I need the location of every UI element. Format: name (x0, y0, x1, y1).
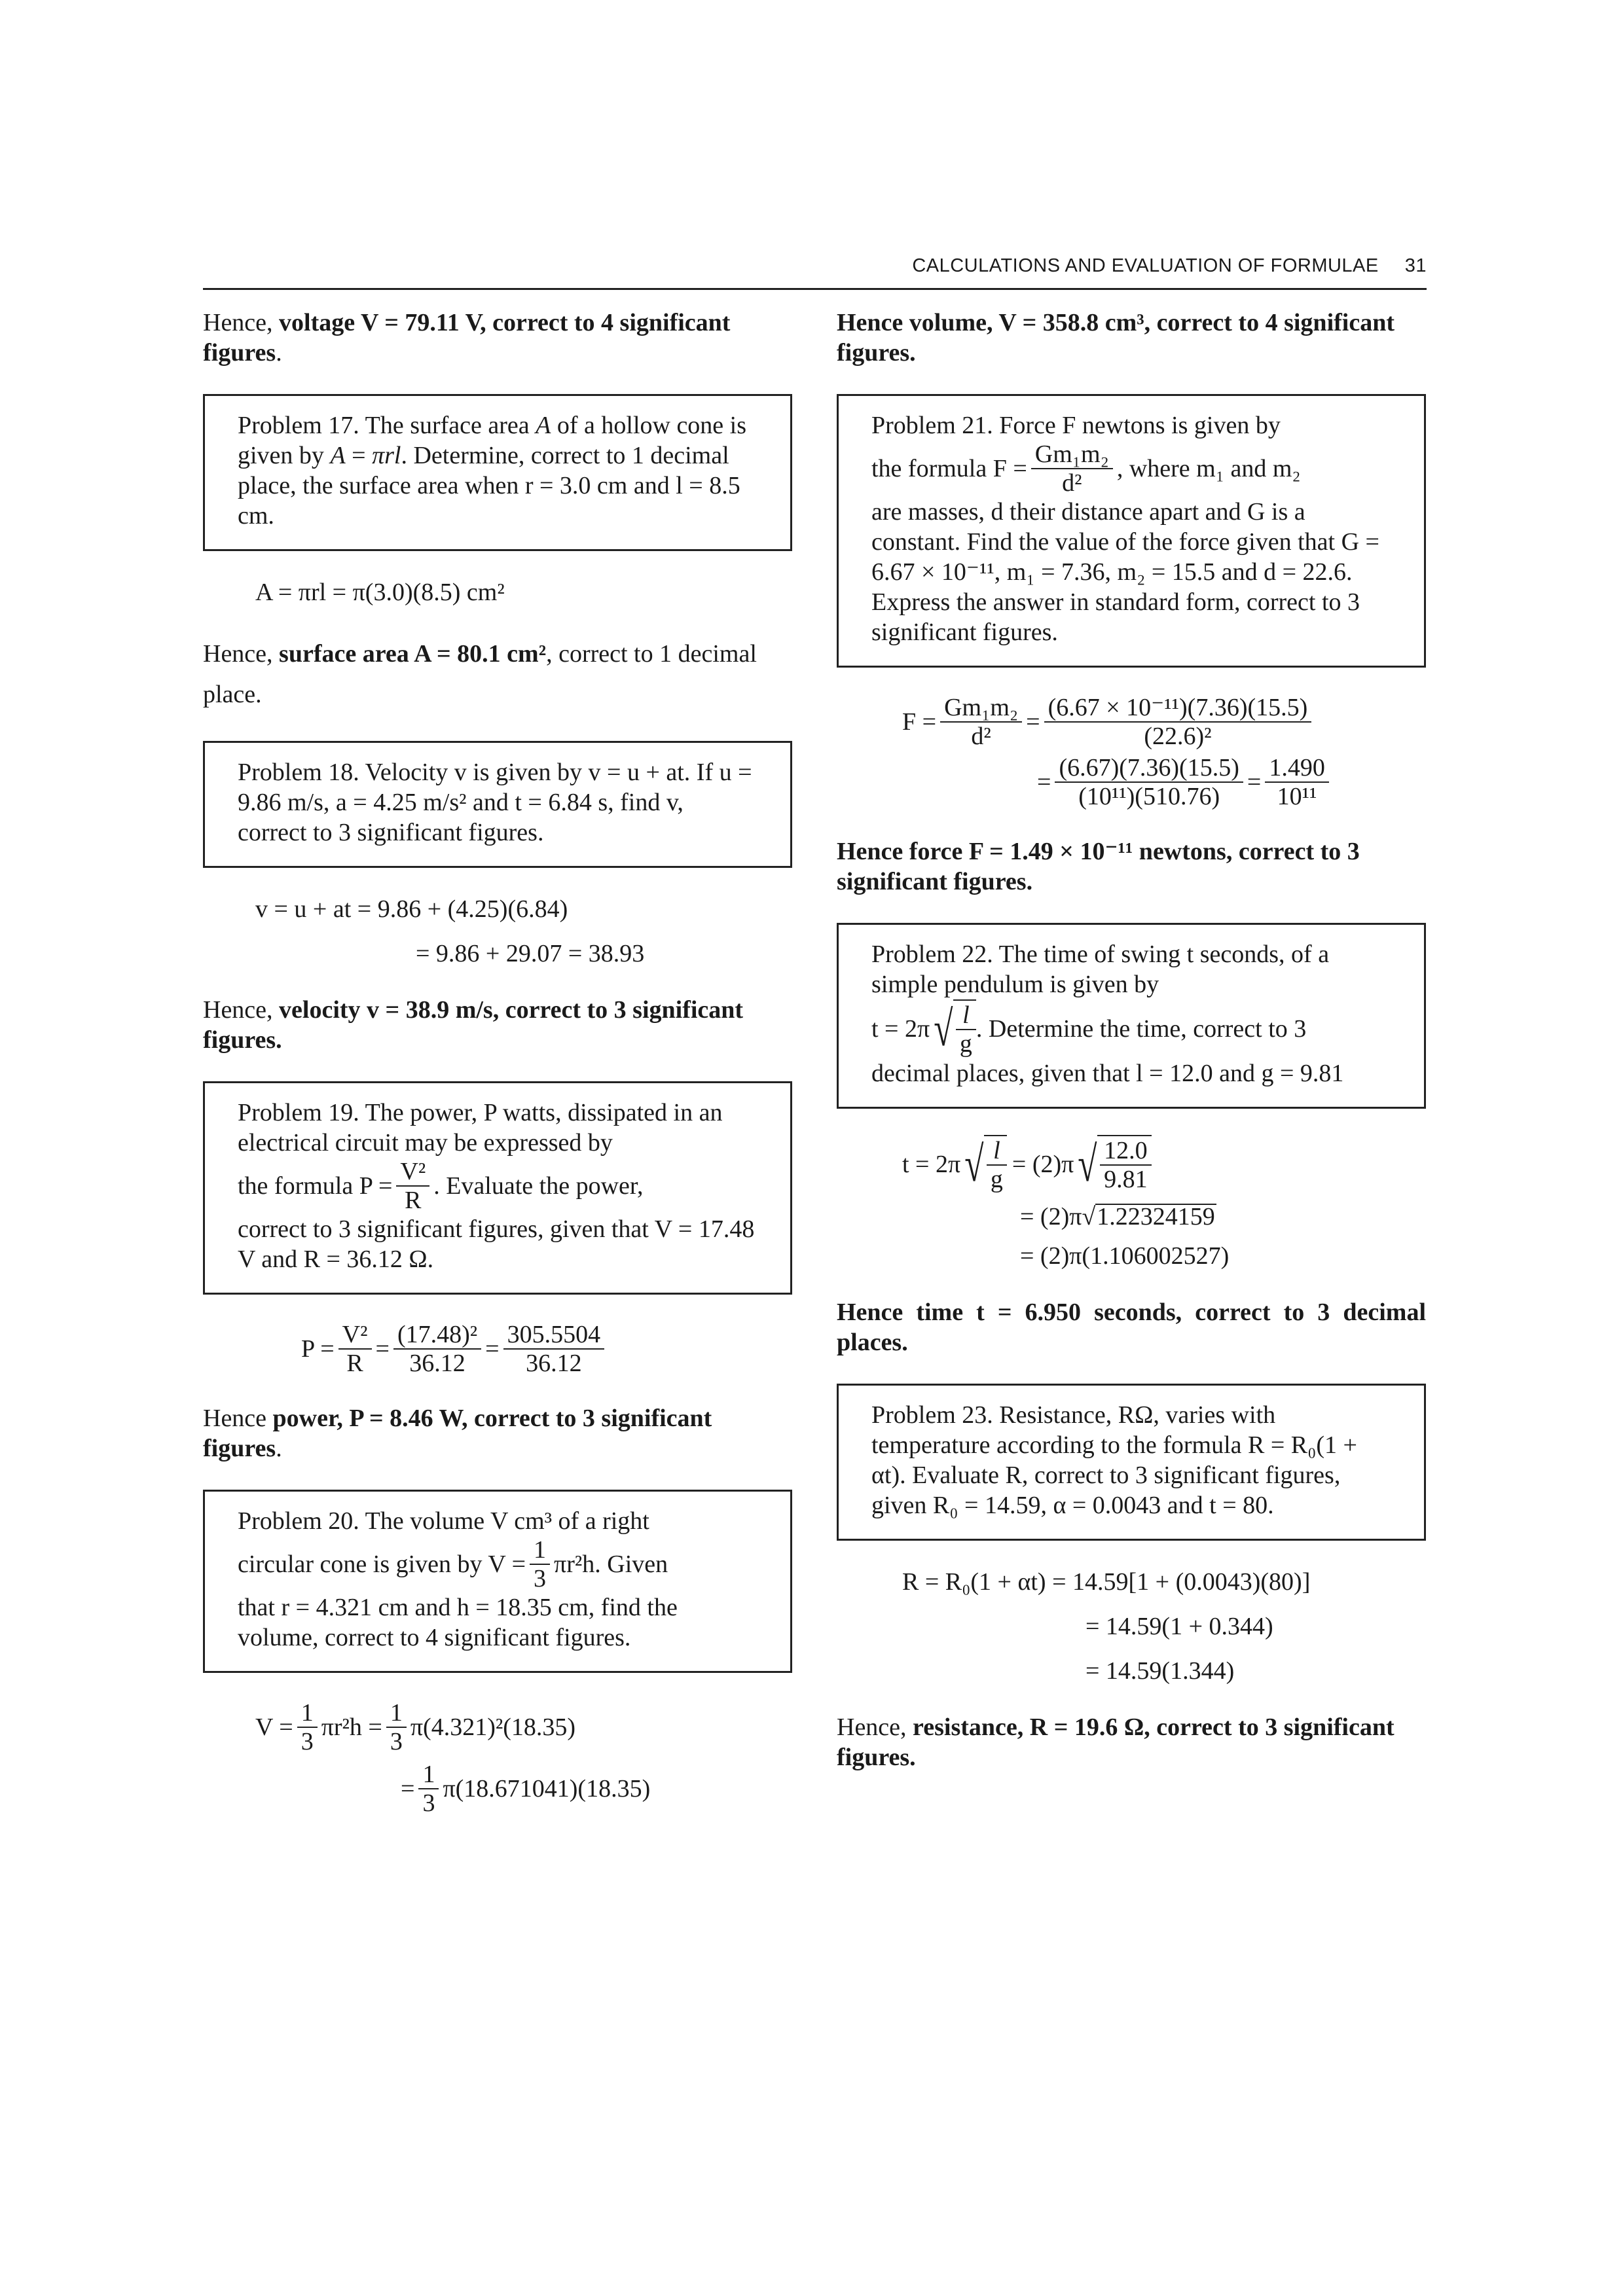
problem-22-result: Hence time t = 6.950 seconds, correct to 3 decimal places. (837, 1299, 1426, 1356)
problem-18-calc: v = u + at = 9.86 + (4.25)(6.84) = 9.86 + 29.07 = 38.93 (255, 895, 645, 967)
problem-23-box: Problem 23. Resistance, RΩ, varies with temperature according to the formula R = R₀(1 + αt). Evaluate R, correct to 3 significant figures, given R₀ = 14.59, α = 0.0043 and t = 80. (837, 1384, 1426, 1541)
square-root: √ $\frac{l}{g}$ (930, 999, 976, 1058)
problem-label: Problem 18. (238, 759, 359, 786)
problem-label: Problem 19. (238, 1099, 359, 1126)
problem-label: Problem 20. (238, 1507, 359, 1535)
problem-17-result: Hence, surface area A = 80.1 cm², correct to 1 decimal place. (203, 640, 757, 708)
problem-23-result: Hence, resistance, R = 19.6 Ω, correct to 3 significant figures. (837, 1713, 1395, 1771)
problem-label: Problem 22. (871, 941, 993, 968)
page-number: 31 (1404, 255, 1427, 276)
problem-label: Problem 17. (238, 412, 359, 439)
problem-23-calc: R = R₀(1 + αt) = 14.59[1 + (0.0043)(80)] = 14.59(1 + 0.344) = 14.59(1.344) (902, 1568, 1311, 1685)
problem-20-box: Problem 20. The volume V cm³ of a right circular cone is given by V = $\frac{1}{3}$ πr²h. Given that r = 4.321 cm and h = 18.35 cm, find the volume, correct to 4 significant figures. (203, 1490, 792, 1673)
problem-19-calc: P = $\frac{\text{V²}}{R}$ = $\frac{\text{(17.48)²}}{36.12}$ = $\frac{305.5504}{36.12}$ (203, 1321, 792, 1377)
problem-21-box: Problem 21. Force F newtons is given by the formula F = $\frac{\text{Gm₁m₂}}{\text{d²}}$ , where m₁ and m₂ are masses, d their distance apart and G is a constant. Find the value of the force given that G = 6.67 × 10⁻¹¹, m₁ = 7.36, m₂ = 15.5 and d = 22.6. Express the answer in standard form, correct to 3 significant figures. (837, 394, 1426, 668)
page-header (203, 255, 1427, 290)
problem-19-result: Hence power, P = 8.46 W, correct to 3 significant figures. (203, 1405, 712, 1462)
left-column (203, 308, 792, 1843)
right-column (837, 308, 1426, 1799)
running-head-title: CALCULATIONS AND EVALUATION OF FORMULAE (912, 255, 1379, 276)
running-head (912, 255, 1427, 277)
problem-16-result: Hence, voltage V = 79.11 V, correct to 4 significant figures. (203, 309, 731, 367)
problem-20-calc: V = $\frac{1}{3}$ πr²h = $\frac{1}{3}$ π(4.321)²(18.35) = $\frac{1}{3}$ π(18.671041)(18.35) (255, 1699, 651, 1817)
problem-22-calc: t = 2π √ $\frac{l}{g}$ = (2)π √ $\frac{12.0}{9.81}$ = (2)π√1.22324159 = (2)π(1.106002527) (837, 1135, 1426, 1271)
fraction: $\frac{\text{V²}}{R}$ (396, 1158, 429, 1214)
problem-21-calc: F = $\frac{\text{Gm₁m₂}}{\text{d²}}$ = $\frac{\text{(6.67 × 10⁻¹¹)(7.36)(15.5)}}{\text{(22.6)²}}$ = $\frac{(6.67)(7.36)(15.5)}{\text{(10¹¹)(510.76)}}$ = $\frac{1.490}{\text{10¹¹}}$ (837, 694, 1426, 810)
problem-22-box: Problem 22. The time of swing t seconds, of a simple pendulum is given by t = 2π √ $\frac{l}{g}$ . Determine the time, correct to 3 decimal places, given that l = 12.0 and g = 9.81 (837, 923, 1426, 1109)
problem-label: Problem 21. (871, 412, 993, 439)
problem-20-result: Hence volume, V = 358.8 cm³, correct to 4 significant figures. (837, 309, 1395, 367)
problem-19-box: Problem 19. The power, P watts, dissipated in an electrical circuit may be expressed by the formula P = $\frac{\text{V²}}{R}$ . Evaluate the power, correct to 3 significant figures, given that V = 17.48 V and R = 36.12 Ω. (203, 1081, 792, 1295)
problem-17-calc: A = πrl = π(3.0)(8.5) cm² (255, 579, 505, 606)
problem-label: Problem 23. (871, 1401, 993, 1429)
problem-21-result: Hence force F = 1.49 × 10⁻¹¹ newtons, correct to 3 significant figures. (837, 838, 1360, 895)
problem-18-box: Problem 18. Velocity v is given by v = u + at. If u = 9.86 m/s, a = 4.25 m/s² and t = 6.84 s, find v, correct to 3 significant figures. (203, 741, 792, 868)
problem-17-box: Problem 17. The surface area A of a hollow cone is given by A = πrl. Determine, correct to 1 decimal place, the surface area when r = 3.0 cm and l = 8.5 cm. (203, 394, 792, 551)
problem-18-result: Hence, velocity v = 38.9 m/s, correct to 3 significant figures. (203, 996, 744, 1054)
